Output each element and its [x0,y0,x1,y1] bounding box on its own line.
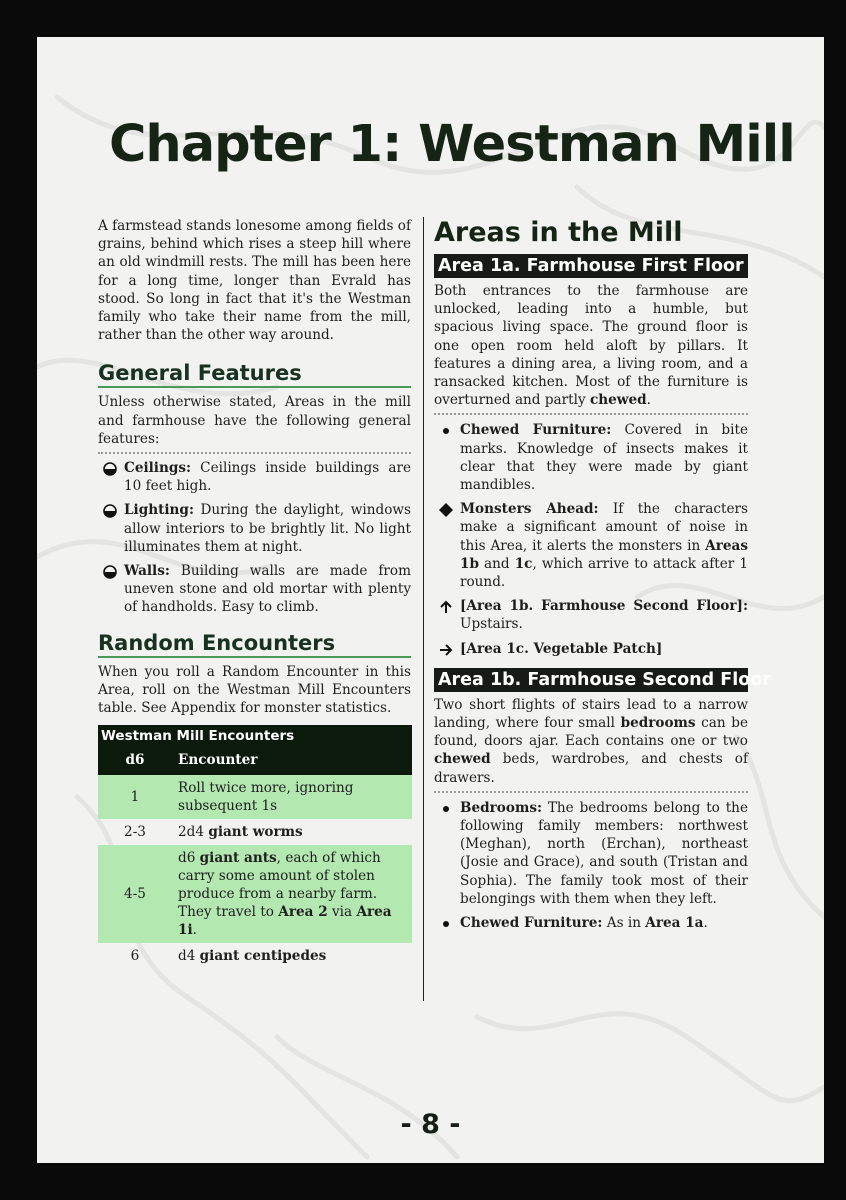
arrow-right-icon [438,642,454,658]
area-1b-description: Two short flights of stairs lead to a narrow landing, where four small bedrooms can be found, doors ajar. Each contains one or two chewed beds, wardrobes, and chests of drawers. [434,696,748,786]
die-cell: 6 [130,948,140,965]
general-features-heading: General Features [98,361,411,388]
list-item: [Area 1b. Farmhouse Second Floor]: Upstairs. [434,597,748,633]
column-header-encounter: Encounter [172,747,412,775]
encounter-cell: d6 giant ants, each of which carry some amount of stolen produce from a nearby farm. They travel to Area 2 via Area 1i. [172,845,412,943]
list-item: Monsters Ahead: If the characters make a significant amount of noise in this Area, it alerts the monsters in Areas 1b and 1c, which arrive to attack after 1 round. [434,500,748,591]
areas-heading: Areas in the Mill [434,217,683,248]
area-1b-list [434,799,748,932]
list-item: [Area 1c. Vegetable Patch] [434,640,748,658]
die-cell: 2-3 [124,824,146,841]
general-features-intro: Unless otherwise stated, Areas in the mill and farmhouse have the following general features: [98,394,411,447]
feature-text: Ceilings inside buildings are 10 feet high. [124,460,411,495]
bullet-dot-icon [438,801,454,817]
page-number: - 8 - [400,1109,461,1140]
encounters-table [98,725,412,969]
bullet-dot-icon [438,916,454,932]
column-header-die: d6 [98,747,172,775]
feature-text: During the daylight, windows allow interiors to be brightly lit. No light illuminates them at night. [124,502,411,555]
table-row [98,819,412,845]
half-circle-icon [102,564,118,580]
arrow-up-icon [438,599,454,615]
table-row [98,845,412,943]
feature-term: Walls: [124,563,170,580]
encounter-cell: 2d4 giant worms [178,824,303,841]
encounter-cell: d4 giant centipedes [178,948,327,965]
table-row [98,775,412,819]
bullet-dot-icon [438,423,454,439]
diamond-icon [438,502,454,518]
half-circle-icon [102,461,118,477]
feature-term: Ceilings: [124,460,192,477]
random-encounters-heading: Random Encounters [98,631,411,658]
list-item [98,501,411,556]
die-cell: 4-5 [98,845,172,943]
list-item: Bedrooms: The bedrooms belong to the following family members: northwest (Meghan), north (Erchan), northeast (Josie and Grace), and south (Tristan and Sophia). The family took most of their belongings with them when they left. [434,799,748,908]
area-1a-description: Both entrances to the farmhouse are unlocked, leading into a humble, but spacious living space. The ground floor is one open room held aloft by pillars. It features a dining area, a living room, and a ransacked kitchen. Most of the furniture is overturned and partly chewed. [434,283,748,409]
table-header-row [98,747,412,775]
dotted-divider [434,413,748,415]
feature-text: Building walls are made from uneven stone and old mortar with plenty of handholds. Easy to climb. [124,563,411,616]
list-item: Chewed Furniture: Covered in bite marks. Knowledge of insects makes it clear that they were made by giant mandibles. [434,421,748,494]
left-column [98,217,411,969]
list-item [98,562,411,617]
list-item [98,459,411,495]
table-caption: Westman Mill Encounters [98,725,412,747]
list-item: Chewed Furniture: As in Area 1a. [434,914,748,932]
area-1a-list [434,421,748,657]
column-divider [423,217,424,1001]
area-1b-title: Area 1b. Farmhouse Second Floor [434,668,748,692]
half-circle-icon [102,503,118,519]
document-page [37,37,824,1163]
random-encounters-intro: When you roll a Random Encounter in this Area, roll on the Westman Mill Encounters table. See Appendix for monster statistics. [98,663,411,717]
feature-term: Lighting: [124,502,194,519]
table-row [98,943,412,969]
encounter-cell: Roll twice more, ignoring subsequent 1s [172,775,412,819]
dotted-divider [434,791,748,793]
right-column [434,217,771,938]
die-cell: 1 [98,775,172,819]
intro-paragraph: A farmstead stands lonesome among fields of grains, behind which rises a steep hill where an old windmill rests. The mill has been here for a long time, longer than Evrald has stood. So long in fact that it's the Westman family who take their name from the mill, rather than the other way around. [98,218,411,344]
dotted-divider [98,452,411,454]
general-features-list [98,459,411,617]
chapter-title: Chapter 1: Westman Mill [109,115,795,174]
area-1a-title: Area 1a. Farmhouse First Floor [434,254,748,278]
